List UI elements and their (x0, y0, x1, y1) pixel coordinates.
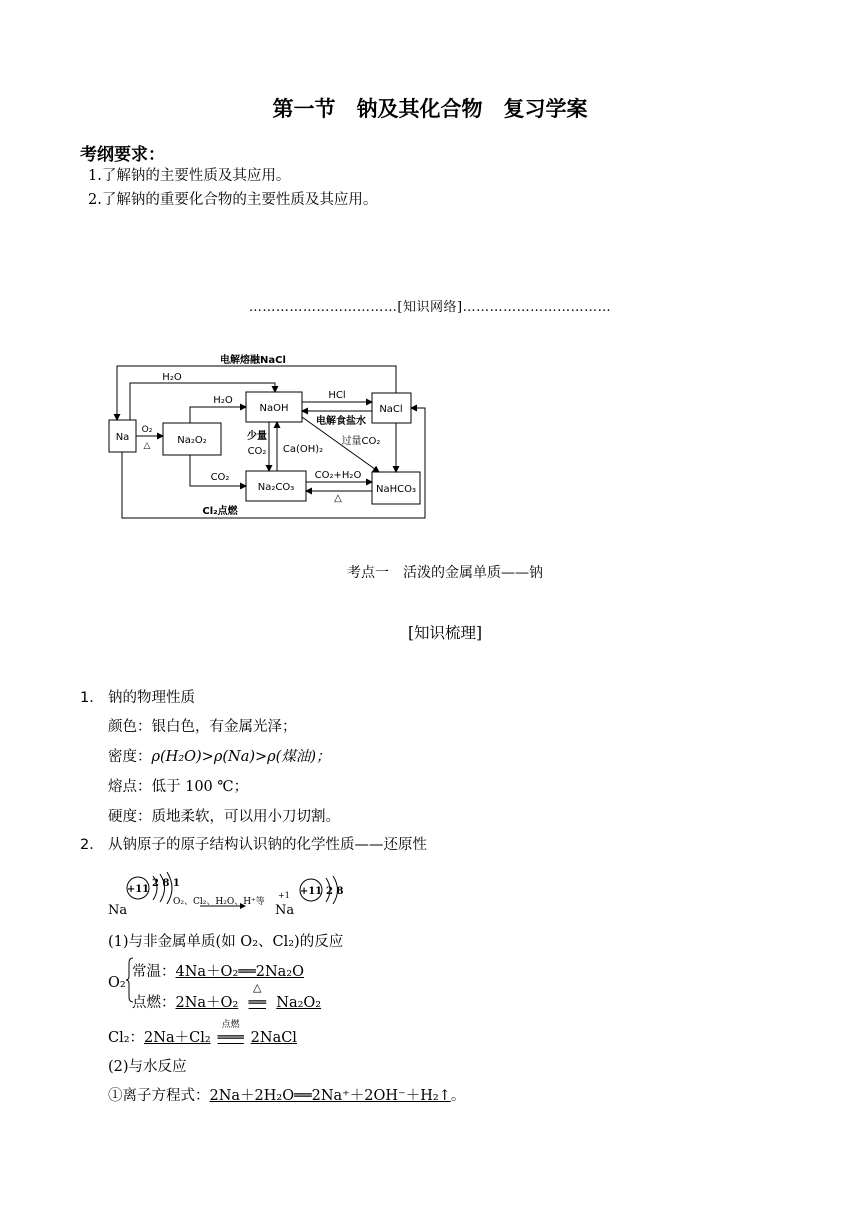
shells-right: 2 8 (326, 886, 344, 897)
label-hcl: HCl (328, 390, 346, 401)
node-naoh: NaOH (259, 403, 289, 414)
node-na2o2: Na₂O₂ (177, 435, 207, 446)
o2-burn-line (132, 981, 322, 1012)
label-small-amount: 少量 (247, 431, 267, 442)
label-h2o-top: H₂O (162, 372, 182, 383)
hardness-line: 硬度：质地柔软，可以用小刀切割。 (108, 809, 340, 825)
knowledge-network-divider: ……………………………[知识网络]…………………………… (248, 300, 612, 315)
label-heat2: △ (334, 493, 342, 504)
nucleus-left: +11 (126, 884, 150, 895)
shells-left: 2 8 1 (152, 878, 180, 889)
requirements-heading: 考纲要求： (80, 145, 165, 165)
section-number: 1． (80, 690, 104, 706)
ionic-label: ①离子方程式： (108, 1088, 210, 1104)
label-co2-small: CO₂ (247, 446, 267, 457)
kaodian-subtitle: [知识梳理] (407, 624, 483, 642)
label-excess-co2: 过量CO₂ (341, 436, 381, 447)
kaodian-title: 考点一 活泼的金属单质——钠 (347, 565, 543, 581)
ionic-end: 。 (450, 1088, 466, 1104)
o2-burn-eq-right: Na₂O₂ (276, 995, 322, 1011)
symbol-left: Na (108, 903, 128, 918)
node-na: Na (115, 432, 130, 443)
section-label: 从钠原子的原子结构认识钠的化学性质——还原性 (108, 837, 427, 853)
nucleus-right: +11 (299, 886, 323, 897)
requirement-item: 2.了解钠的重要化合物的主要性质及其应用。 (88, 192, 378, 208)
label-electrolysis-brine: 电解食盐水 (316, 416, 366, 427)
label-caoh2: Ca(OH)₂ (282, 444, 324, 455)
cl2-condition: 点燃 (221, 1020, 240, 1030)
cl2-eq-left: 2Na＋Cl₂ (144, 1030, 211, 1046)
symbol-right: Na (275, 903, 295, 918)
melting-line: 熔点：低于 100 ℃； (108, 779, 249, 795)
o2-room-label: 常温： (132, 964, 176, 980)
cl2-eq-right: 2NaCl (250, 1030, 297, 1046)
label-cl2-burn: Cl₂点燃 (202, 506, 238, 517)
ionic-equation: 2Na＋2H₂O══2Na⁺＋2OH⁻＋H₂↑ (209, 1088, 451, 1104)
knowledge-network-diagram (105, 350, 435, 525)
requirement-item: 1.了解钠的主要性质及其应用。 (88, 168, 291, 184)
label-heat: △ (143, 441, 151, 451)
cl2-line (108, 1020, 297, 1047)
node-na2co3: Na₂CO₃ (257, 482, 295, 493)
node-nahco3: NaHCO₃ (376, 484, 416, 495)
o2-burn-condition: △ (253, 981, 262, 994)
atom-structure-diagram (105, 872, 345, 920)
cl2-label: Cl₂： (108, 1030, 145, 1046)
o2-burn-label: 点燃： (132, 995, 176, 1011)
o2-room-equation: 4Na＋O₂══2Na₂O (175, 964, 304, 980)
section-label: 钠的物理性质 (108, 690, 195, 706)
density-label: 密度： (108, 749, 152, 765)
charge: +1 (278, 891, 290, 900)
label-o2: O₂ (141, 425, 153, 435)
label-h2o-mid: H₂O (213, 395, 233, 406)
sub2-title: (2)与水反应 (108, 1059, 187, 1075)
section-number: 2． (80, 837, 104, 853)
label-co2-h2o: CO₂+H₂O (314, 470, 362, 481)
reagents: O₂、Cl₂、H₂O、H⁺等 (173, 897, 265, 907)
color-line: 颜色：银白色，有金属光泽； (108, 719, 297, 735)
node-nacl: NaCl (379, 404, 403, 415)
label-electrolysis-molten: 电解熔融NaCl (220, 355, 286, 366)
o2-burn-condition-arrow: △ ══ (238, 995, 276, 1011)
sub1-title: (1)与非金属单质(如 O₂、Cl₂)的反应 (108, 934, 344, 950)
page-title: 第一节 钠及其化合物 复习学案 (272, 97, 588, 121)
o2-room-line (132, 960, 304, 981)
ionic-equation-line (108, 1084, 465, 1105)
density-value: ρ(H₂O)>ρ(Na)>ρ(煤油)； (151, 749, 331, 765)
o2-burn-eq-left: 2Na＋O₂ (175, 995, 239, 1011)
label-co2-low: CO₂ (210, 472, 230, 483)
cl2-condition-arrow: 点燃 ═══ (211, 1030, 251, 1046)
o2-label: O₂ (108, 975, 126, 991)
density-line (108, 745, 331, 766)
